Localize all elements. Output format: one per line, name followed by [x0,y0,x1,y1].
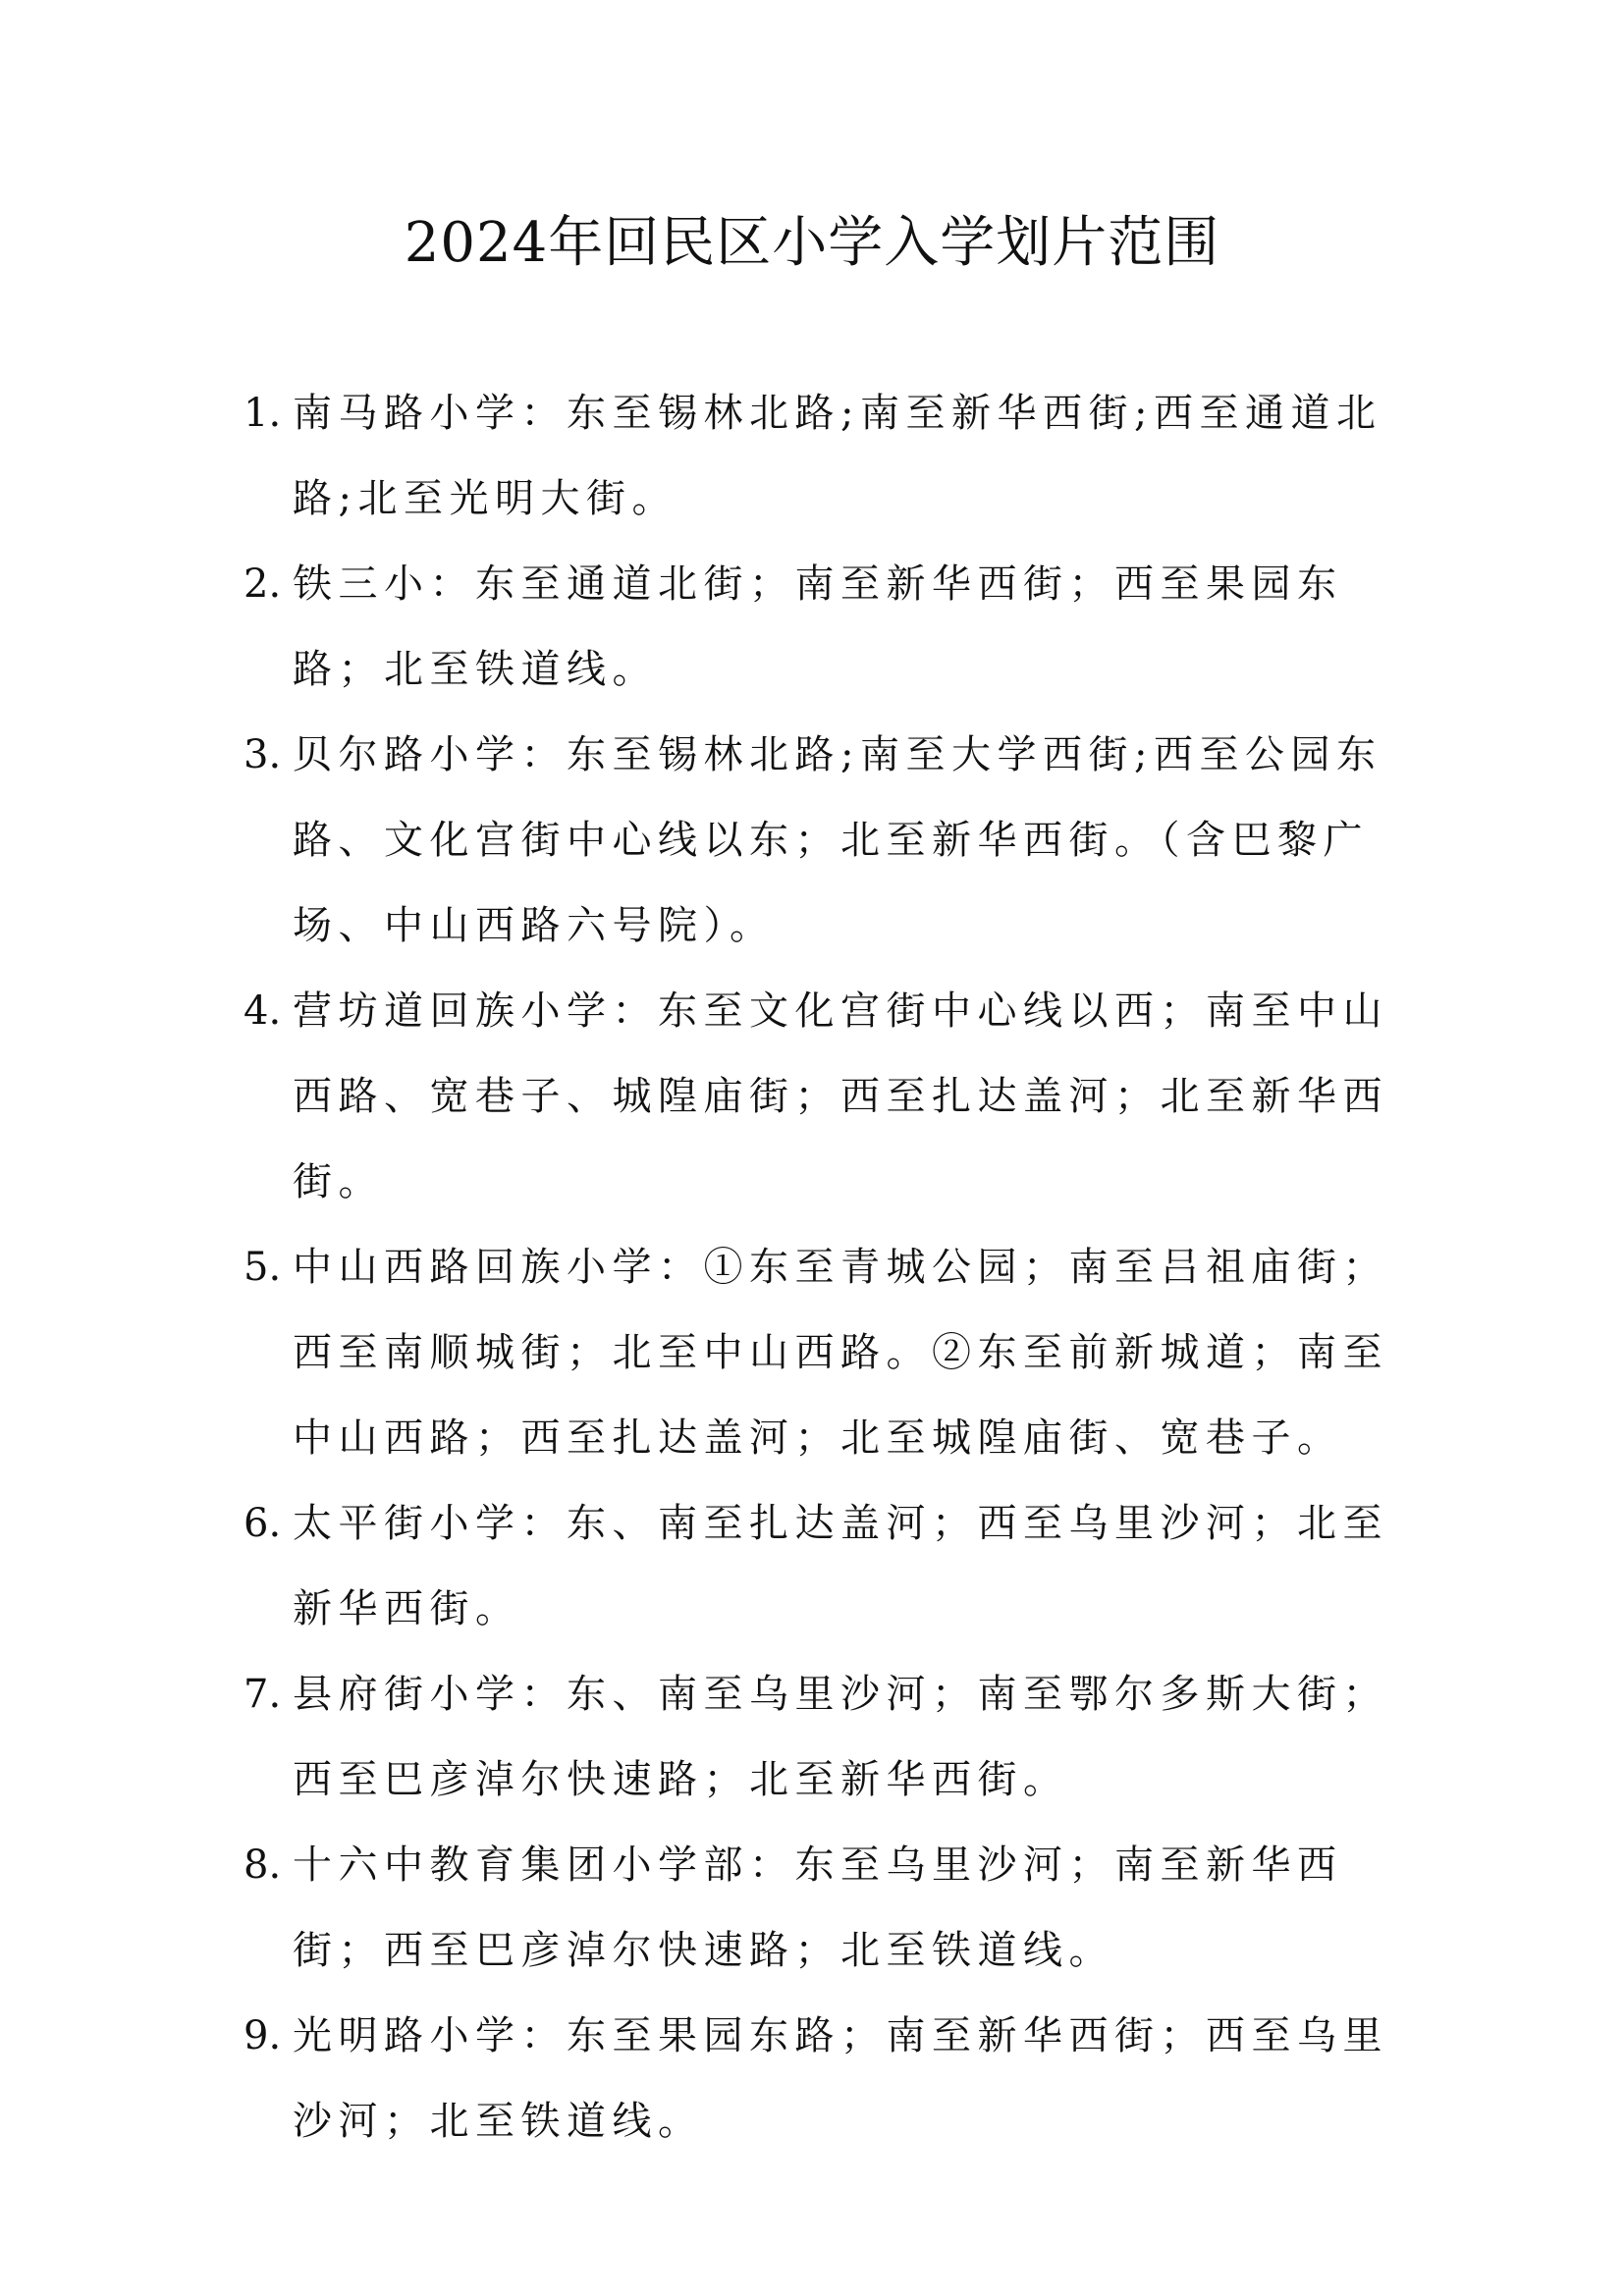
item-text: 十六中教育集团小学部：东至乌里沙河；南至新华西街；西至巴彦淖尔快速路；北至铁道线。 [293,1842,1343,1973]
zoning-list [244,371,1402,2164]
item-text: 中山西路回族小学：①东至青城公园；南至吕祖庙街；西至南顺城街；北至中山西路。②东至前新城道；南至中山西路；西至扎达盖河；北至城隍庙街、宽巷子。 [293,1245,1388,1461]
item-text: 光明路小学：东至果园东路；南至新华西街；西至乌里沙河；北至铁道线。 [293,2013,1388,2144]
item-text: 贝尔路小学：东至锡林北路;南至大学西街;西至公园东路、文化宫街中心线以东；北至新华西街。（含巴黎广场、中山西路六号院）。 [293,732,1382,948]
item-text: 太平街小学：东、南至扎达盖河；西至乌里沙河；北至新华西街。 [293,1501,1388,1631]
page-title: 2024年回民区小学入学划片范围 [404,211,1220,275]
item-number: 8. [244,1842,282,1888]
item-number: 4. [244,988,282,1034]
list-item [244,371,1402,542]
list-item [244,1225,1402,1481]
item-text: 南马路小学：东至锡林北路;南至新华西街;西至通道北路;北至光明大街。 [293,391,1382,521]
item-text: 铁三小：东至通道北街；南至新华西街；西至果园东路；北至铁道线。 [293,561,1343,692]
list-item [244,713,1402,969]
item-number: 3. [244,732,282,777]
list-item [244,969,1402,1225]
item-number: 2. [244,561,282,607]
list-item [244,542,1402,713]
item-number: 5. [244,1245,282,1290]
list-item [244,1823,1402,1994]
item-number: 7. [244,1672,282,1717]
item-text: 营坊道回族小学：东至文化宫街中心线以西；南至中山西路、宽巷子、城隍庙街；西至扎达盖河；北至新华西街。 [293,988,1388,1204]
list-item [244,1994,1402,2164]
item-text: 县府街小学：东、南至乌里沙河；南至鄂尔多斯大街；西至巴彦淖尔快速路；北至新华西街。 [293,1672,1388,1802]
list-item [244,1481,1402,1652]
item-number: 9. [244,2013,282,2058]
item-number: 1. [244,391,282,436]
item-number: 6. [244,1501,282,1546]
list-item [244,1652,1402,1823]
